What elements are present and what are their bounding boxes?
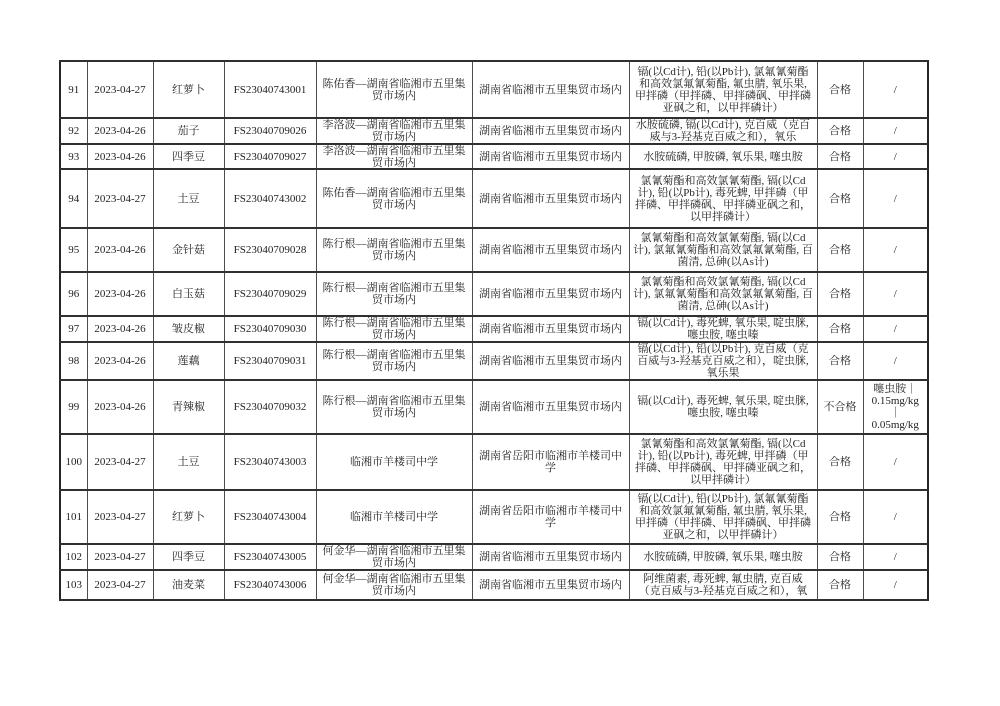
cell-remark: / <box>863 169 928 228</box>
inspection-results-table <box>59 60 929 601</box>
cell-date: 2023-04-27 <box>87 544 153 570</box>
cell-sample: 红萝卜 <box>153 61 224 118</box>
cell-seq: 98 <box>60 342 87 380</box>
cell-result: 合格 <box>817 570 863 600</box>
cell-code: FS23040743001 <box>224 61 316 118</box>
cell-result: 合格 <box>817 61 863 118</box>
cell-items: 氯氰菊酯和高效氯氰菊酯, 镉(以Cd计), 氯氟氰菊酯和高效氯氟氰菊酯, 百菌清, 总砷(以As计) <box>629 228 817 272</box>
cell-items: 阿维菌素, 毒死蜱, 氟虫腈, 克百威（克百威与3-羟基克百威之和），氧 <box>629 570 817 600</box>
cell-items: 镉(以Cd计), 毒死蜱, 氧乐果, 啶虫脒, 噻虫胺, 噻虫嗪 <box>629 316 817 342</box>
cell-result: 合格 <box>817 544 863 570</box>
cell-producer: 何金华—湖南省临湘市五里集贸市场内 <box>316 570 472 600</box>
cell-items: 镉(以Cd计), 毒死蜱, 氧乐果, 啶虫脒, 噻虫胺, 噻虫嗪 <box>629 380 817 434</box>
cell-sample: 莲藕 <box>153 342 224 380</box>
cell-code: FS23040743005 <box>224 544 316 570</box>
cell-code: FS23040709030 <box>224 316 316 342</box>
cell-items: 水胺硫磷, 甲胺磷, 氧乐果, 噻虫胺 <box>629 544 817 570</box>
cell-code: FS23040709027 <box>224 144 316 169</box>
cell-producer: 陈佑香—湖南省临湘市五里集贸市场内 <box>316 61 472 118</box>
cell-seq: 102 <box>60 544 87 570</box>
cell-sample: 青辣椒 <box>153 380 224 434</box>
cell-items: 镉(以Cd计), 铅(以Pb计), 克百威（克百威与3-羟基克百威之和），啶虫脒, 氧乐果 <box>629 342 817 380</box>
cell-sample: 金针菇 <box>153 228 224 272</box>
cell-seq: 97 <box>60 316 87 342</box>
cell-producer: 李洛波—湖南省临湘市五里集贸市场内 <box>316 118 472 144</box>
cell-result: 合格 <box>817 169 863 228</box>
cell-seq: 91 <box>60 61 87 118</box>
cell-sample: 茄子 <box>153 118 224 144</box>
table-row <box>60 380 928 434</box>
cell-seq: 95 <box>60 228 87 272</box>
cell-place: 湖南省临湘市五里集贸市场内 <box>472 316 629 342</box>
cell-sample: 土豆 <box>153 434 224 490</box>
cell-code: FS23040709028 <box>224 228 316 272</box>
cell-date: 2023-04-26 <box>87 228 153 272</box>
cell-place: 湖南省临湘市五里集贸市场内 <box>472 228 629 272</box>
cell-date: 2023-04-26 <box>87 342 153 380</box>
cell-remark: / <box>863 316 928 342</box>
cell-remark: / <box>863 490 928 544</box>
cell-remark: 噻虫胺｜0.15mg/kg｜0.05mg/kg <box>863 380 928 434</box>
cell-remark: / <box>863 342 928 380</box>
cell-sample: 土豆 <box>153 169 224 228</box>
cell-code: FS23040709032 <box>224 380 316 434</box>
cell-seq: 92 <box>60 118 87 144</box>
cell-items: 镉(以Cd计), 铅(以Pb计), 氯氟氰菊酯和高效氯氟氰菊酯, 氟虫腈, 氧乐果, 甲拌磷（甲拌磷、甲拌磷砜、甲拌磷亚砜之和，以甲拌磷计） <box>629 61 817 118</box>
cell-place: 湖南省临湘市五里集贸市场内 <box>472 544 629 570</box>
table-row <box>60 544 928 570</box>
cell-place: 湖南省临湘市五里集贸市场内 <box>472 169 629 228</box>
cell-result: 合格 <box>817 118 863 144</box>
cell-place: 湖南省临湘市五里集贸市场内 <box>472 342 629 380</box>
cell-sample: 白玉菇 <box>153 272 224 316</box>
cell-remark: / <box>863 570 928 600</box>
cell-date: 2023-04-26 <box>87 380 153 434</box>
cell-producer: 陈行根—湖南省临湘市五里集贸市场内 <box>316 272 472 316</box>
cell-sample: 皱皮椒 <box>153 316 224 342</box>
cell-result: 合格 <box>817 272 863 316</box>
cell-result: 合格 <box>817 144 863 169</box>
cell-result: 合格 <box>817 316 863 342</box>
cell-date: 2023-04-26 <box>87 316 153 342</box>
cell-place: 湖南省岳阳市临湘市羊楼司中学 <box>472 434 629 490</box>
cell-remark: / <box>863 61 928 118</box>
cell-items: 氯氰菊酯和高效氯氰菊酯, 镉(以Cd计), 铅(以Pb计), 毒死蜱, 甲拌磷（甲拌磷、甲拌磷砜、甲拌磷亚砜之和，以甲拌磷计） <box>629 169 817 228</box>
table-row <box>60 570 928 600</box>
cell-remark: / <box>863 272 928 316</box>
cell-seq: 100 <box>60 434 87 490</box>
cell-place: 湖南省临湘市五里集贸市场内 <box>472 61 629 118</box>
cell-result: 不合格 <box>817 380 863 434</box>
cell-code: FS23040709026 <box>224 118 316 144</box>
table-row <box>60 169 928 228</box>
cell-remark: / <box>863 144 928 169</box>
table-row <box>60 272 928 316</box>
cell-date: 2023-04-27 <box>87 61 153 118</box>
cell-remark: / <box>863 544 928 570</box>
cell-producer: 临湘市羊楼司中学 <box>316 434 472 490</box>
cell-code: FS23040743002 <box>224 169 316 228</box>
cell-producer: 李洛波—湖南省临湘市五里集贸市场内 <box>316 144 472 169</box>
cell-code: FS23040743004 <box>224 490 316 544</box>
cell-place: 湖南省岳阳市临湘市羊楼司中学 <box>472 490 629 544</box>
cell-place: 湖南省临湘市五里集贸市场内 <box>472 144 629 169</box>
cell-code: FS23040709031 <box>224 342 316 380</box>
cell-items: 镉(以Cd计), 铅(以Pb计), 氯氟氰菊酯和高效氯氟氰菊酯, 氟虫腈, 氧乐果, 甲拌磷（甲拌磷、甲拌磷砜、甲拌磷亚砜之和，以甲拌磷计） <box>629 490 817 544</box>
cell-remark: / <box>863 228 928 272</box>
cell-code: FS23040743006 <box>224 570 316 600</box>
cell-place: 湖南省临湘市五里集贸市场内 <box>472 118 629 144</box>
cell-remark: / <box>863 434 928 490</box>
cell-seq: 103 <box>60 570 87 600</box>
cell-producer: 陈佑香—湖南省临湘市五里集贸市场内 <box>316 169 472 228</box>
cell-producer: 临湘市羊楼司中学 <box>316 490 472 544</box>
table-row <box>60 434 928 490</box>
cell-sample: 油麦菜 <box>153 570 224 600</box>
cell-date: 2023-04-26 <box>87 272 153 316</box>
cell-result: 合格 <box>817 342 863 380</box>
cell-result: 合格 <box>817 228 863 272</box>
cell-result: 合格 <box>817 490 863 544</box>
table-row <box>60 342 928 380</box>
cell-place: 湖南省临湘市五里集贸市场内 <box>472 380 629 434</box>
cell-sample: 四季豆 <box>153 544 224 570</box>
cell-date: 2023-04-27 <box>87 570 153 600</box>
cell-date: 2023-04-27 <box>87 490 153 544</box>
cell-items: 氯氰菊酯和高效氯氰菊酯, 镉(以Cd计), 氯氟氰菊酯和高效氯氟氰菊酯, 百菌清, 总砷(以As计) <box>629 272 817 316</box>
cell-producer: 陈行根—湖南省临湘市五里集贸市场内 <box>316 228 472 272</box>
cell-producer: 陈行根—湖南省临湘市五里集贸市场内 <box>316 380 472 434</box>
cell-producer: 何金华—湖南省临湘市五里集贸市场内 <box>316 544 472 570</box>
inspection-table-container <box>59 60 929 601</box>
table-row <box>60 490 928 544</box>
cell-result: 合格 <box>817 434 863 490</box>
cell-code: FS23040709029 <box>224 272 316 316</box>
cell-code: FS23040743003 <box>224 434 316 490</box>
cell-items: 水胺硫磷, 镉(以Cd计), 克百威（克百威与3-羟基克百威之和），氧乐 <box>629 118 817 144</box>
cell-date: 2023-04-26 <box>87 144 153 169</box>
table-row <box>60 228 928 272</box>
cell-items: 水胺硫磷, 甲胺磷, 氧乐果, 噻虫胺 <box>629 144 817 169</box>
cell-seq: 96 <box>60 272 87 316</box>
cell-producer: 陈行根—湖南省临湘市五里集贸市场内 <box>316 342 472 380</box>
cell-sample: 四季豆 <box>153 144 224 169</box>
cell-date: 2023-04-27 <box>87 169 153 228</box>
table-row <box>60 144 928 169</box>
cell-seq: 101 <box>60 490 87 544</box>
cell-date: 2023-04-26 <box>87 118 153 144</box>
cell-date: 2023-04-27 <box>87 434 153 490</box>
cell-items: 氯氰菊酯和高效氯氰菊酯, 镉(以Cd计), 铅(以Pb计), 毒死蜱, 甲拌磷（甲拌磷、甲拌磷砜、甲拌磷亚砜之和，以甲拌磷计） <box>629 434 817 490</box>
table-row <box>60 316 928 342</box>
table-row <box>60 61 928 118</box>
cell-sample: 红萝卜 <box>153 490 224 544</box>
cell-producer: 陈行根—湖南省临湘市五里集贸市场内 <box>316 316 472 342</box>
cell-place: 湖南省临湘市五里集贸市场内 <box>472 272 629 316</box>
cell-seq: 94 <box>60 169 87 228</box>
cell-place: 湖南省临湘市五里集贸市场内 <box>472 570 629 600</box>
cell-seq: 99 <box>60 380 87 434</box>
table-row <box>60 118 928 144</box>
cell-seq: 93 <box>60 144 87 169</box>
cell-remark: / <box>863 118 928 144</box>
